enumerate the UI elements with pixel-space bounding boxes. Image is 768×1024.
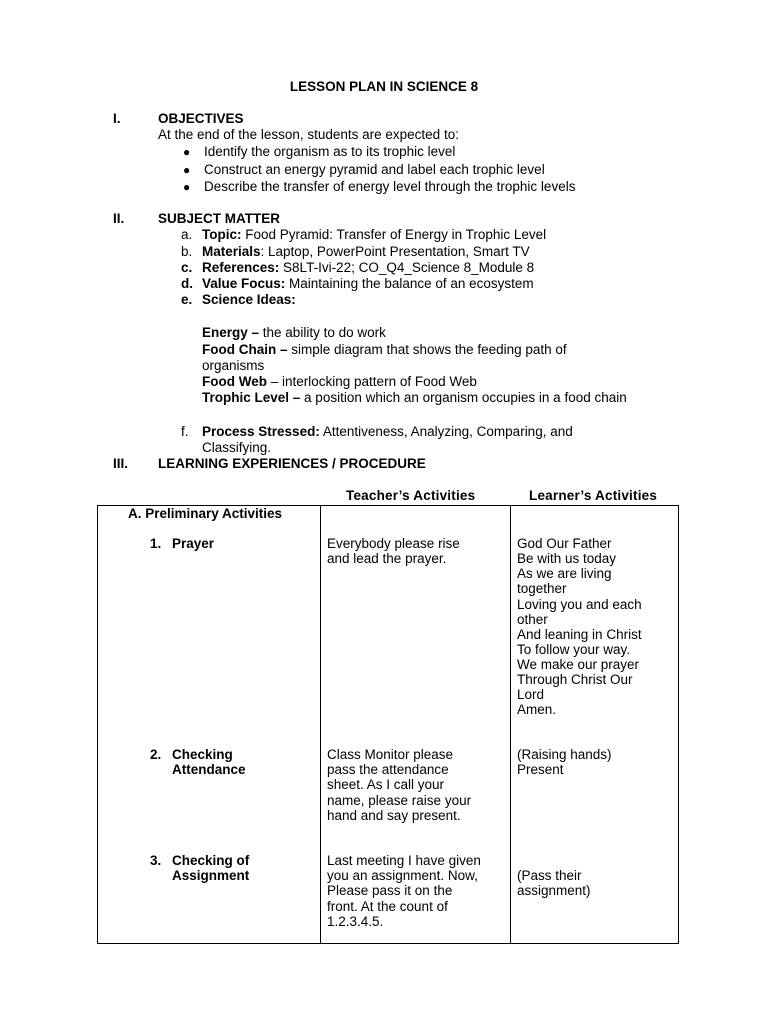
activity-num: 3.: [150, 853, 162, 868]
subject-item-science-ideas: [202, 292, 296, 308]
subject-label: Science Ideas:: [202, 292, 296, 307]
learner-line: (Raising hands): [517, 747, 612, 762]
learner-line: (Pass their: [517, 868, 582, 883]
idea-definition: simple diagram that shows the feeding path of: [287, 342, 567, 357]
subject-letter: d.: [181, 276, 193, 291]
teacher-line: and lead the prayer.: [327, 551, 447, 566]
learner-line: We make our prayer: [517, 657, 640, 672]
idea-definition: the ability to do work: [259, 325, 386, 340]
learner-line: As we are living: [517, 566, 612, 581]
idea-definition-cont: organisms: [202, 358, 265, 373]
subject-value: Maintaining the balance of an ecosystem: [285, 276, 534, 291]
subject-letter: a.: [181, 227, 193, 242]
procedure-numeral: III.: [113, 456, 129, 471]
procedure-table: [97, 505, 679, 944]
learner-line: Be with us today: [517, 551, 617, 566]
teacher-line: front. At the count of: [327, 899, 448, 914]
learner-column: [511, 506, 678, 943]
idea-definition: – interlocking pattern of Food Web: [267, 374, 477, 389]
teacher-line: name, please raise your: [327, 793, 472, 808]
teacher-line: hand and say present.: [327, 808, 461, 823]
objectives-numeral: I.: [113, 111, 121, 126]
process-stressed: [202, 424, 573, 440]
process-value-cont: Classifying.: [202, 440, 272, 455]
teacher-line: pass the attendance: [327, 762, 449, 777]
procedure-heading: LEARNING EXPERIENCES / PROCEDURE: [158, 456, 426, 471]
teacher-line: Class Monitor please: [327, 747, 454, 762]
subject-item-references: [202, 260, 534, 276]
learner-line: assignment): [517, 883, 591, 898]
process-label: Process Stressed:: [202, 424, 320, 439]
activity-name: Attendance: [172, 762, 246, 777]
activity-name: Checking: [172, 747, 233, 762]
teacher-line: sheet. As I call your: [327, 777, 445, 792]
bullet-icon: ●: [183, 145, 191, 159]
subject-heading: SUBJECT MATTER: [158, 211, 281, 226]
subject-label: References:: [202, 260, 280, 275]
section-heading: A. Preliminary Activities: [128, 506, 283, 521]
subject-item-value-focus: [202, 276, 534, 292]
subject-value: S8LT-Ivi-22; CO_Q4_Science 8_Module 8: [279, 260, 535, 275]
science-idea-food-web: [202, 374, 477, 390]
subject-numeral: II.: [113, 211, 125, 226]
learner-line: Present: [517, 762, 564, 777]
bullet-icon: ●: [183, 163, 191, 177]
learner-line: To follow your way.: [517, 642, 631, 657]
subject-label: Materials: [202, 244, 261, 259]
subject-value: Food Pyramid: Transfer of Energy in Trophic Level: [241, 227, 547, 242]
learner-line: Amen.: [517, 702, 557, 717]
learner-line: And leaning in Christ: [517, 627, 642, 642]
subject-letter: b.: [181, 244, 193, 259]
teacher-line: Everybody please rise: [327, 536, 460, 551]
subject-value: : Laptop, PowerPoint Presentation, Smart TV: [260, 244, 530, 259]
objective-item: Construct an energy pyramid and label each trophic level: [204, 162, 545, 177]
objectives-heading: OBJECTIVES: [158, 111, 244, 126]
activity-num: 2.: [150, 747, 162, 762]
activity-name: Prayer: [172, 536, 215, 551]
activity-name: Checking of: [172, 853, 250, 868]
idea-term: Trophic Level –: [202, 390, 301, 405]
objectives-intro: At the end of the lesson, students are expected to:: [158, 127, 459, 142]
learner-line: Through Christ Our: [517, 672, 633, 687]
activity-column: [98, 506, 320, 943]
idea-definition: a position which an organism occupies in a food chain: [300, 390, 627, 405]
col-teacher-header: Teacher’s Activities: [346, 488, 476, 503]
subject-label: Value Focus:: [202, 276, 286, 291]
subject-letter: e.: [181, 292, 193, 307]
learner-line: Loving you and each: [517, 597, 642, 612]
teacher-line: you an assignment. Now,: [327, 868, 478, 883]
subject-item-materials: [202, 244, 530, 260]
learner-line: Lord: [517, 687, 545, 702]
subject-label: Topic:: [202, 227, 242, 242]
science-idea-energy: [202, 325, 386, 341]
science-idea-food-chain: [202, 342, 567, 358]
teacher-line: Last meeting I have given: [327, 853, 481, 868]
idea-term: Energy –: [202, 325, 260, 340]
activity-name: Assignment: [172, 868, 250, 883]
subject-letter: c.: [181, 260, 193, 275]
idea-term: Food Chain –: [202, 342, 288, 357]
teacher-column: [321, 506, 510, 943]
objective-item: Describe the transfer of energy level through the trophic levels: [204, 179, 576, 194]
process-value: Attentiveness, Analyzing, Comparing, and: [319, 424, 573, 439]
process-letter: f.: [181, 424, 189, 439]
objective-item: Identify the organism as to its trophic level: [204, 144, 456, 159]
idea-term: Food Web: [202, 374, 267, 389]
learner-line: other: [517, 612, 548, 627]
science-idea-trophic-level: [202, 390, 627, 406]
bullet-icon: ●: [183, 180, 191, 194]
learner-line: God Our Father: [517, 536, 612, 551]
page-title: LESSON PLAN IN SCIENCE 8: [289, 79, 479, 94]
activity-num: 1.: [150, 536, 162, 551]
teacher-line: 1.2.3.4.5.: [327, 914, 384, 929]
teacher-line: Please pass it on the: [327, 883, 453, 898]
learner-line: together: [517, 581, 567, 596]
subject-item-topic: [202, 227, 546, 243]
col-learner-header: Learner’s Activities: [529, 488, 658, 503]
